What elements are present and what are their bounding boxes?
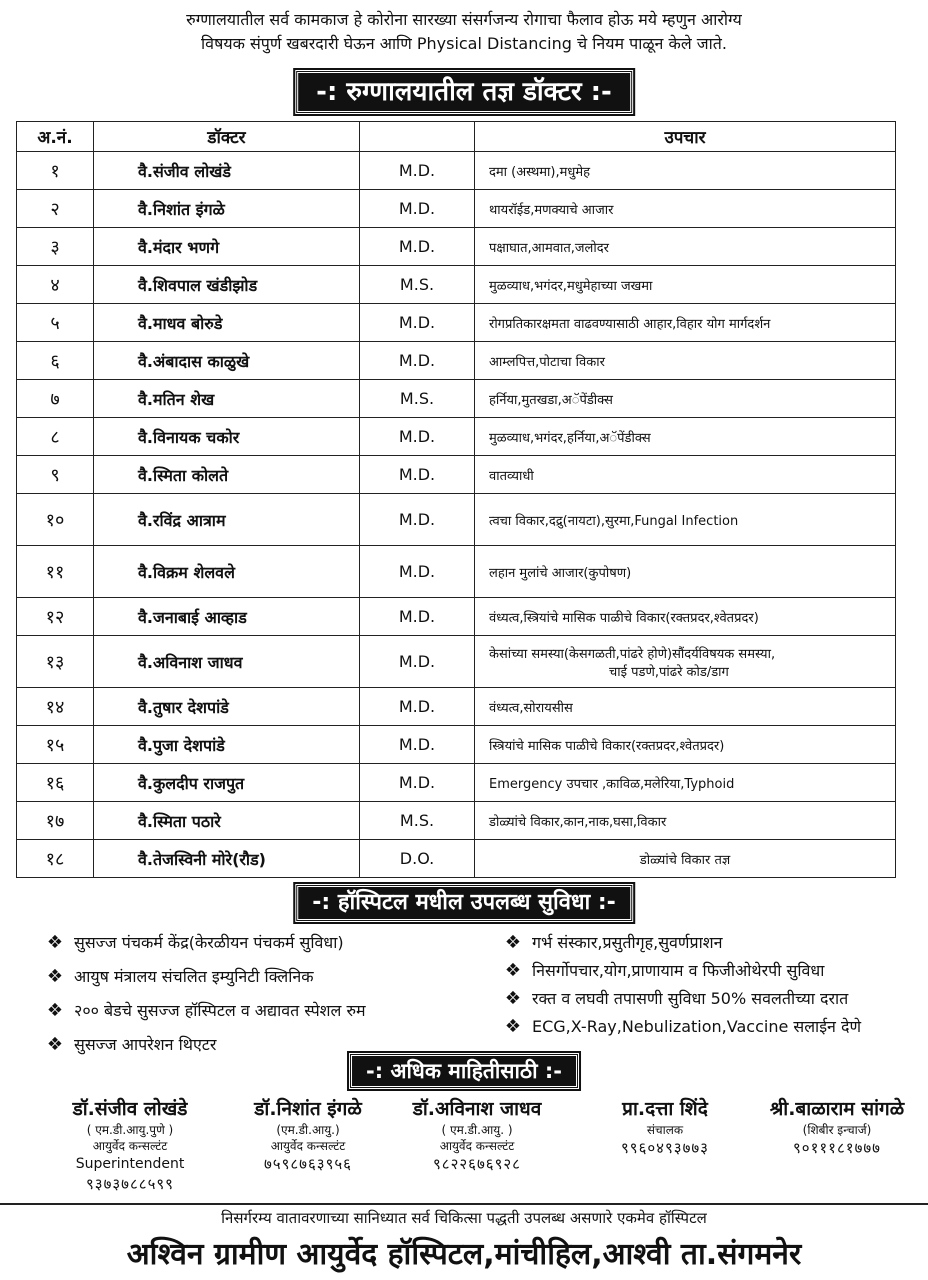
footer-divider <box>0 1203 928 1205</box>
row-doctor-name: वै.निशांत इंगळे <box>94 190 360 228</box>
row-serial-no: १७ <box>17 802 94 840</box>
row-doctor-name: वै.स्मिता कोलते <box>94 456 360 494</box>
row-treatment: स्त्रियांचे मासिक पाळीचे विकार(रक्तप्रदर,श्वेतप्रदर) <box>475 726 896 764</box>
contact-role: आयुर्वेद कन्सल्टंट <box>439 1139 515 1153</box>
row-doctor-name: वै.तेजस्विनी मोरे(रौड) <box>94 840 360 878</box>
table-row <box>17 598 896 636</box>
row-treatment: आम्लपित्त,पोटाचा विकार <box>475 342 896 380</box>
row-serial-no: ६ <box>17 342 94 380</box>
contact-title: Superintendent <box>75 1156 185 1172</box>
row-degree: D.O. <box>360 840 475 878</box>
row-doctor-name: वै.पुजा देशपांडे <box>94 726 360 764</box>
intro-line-2: विषयक संपुर्ण खबरदारी घेऊन आणि Physical Distancing चे नियम पाळून केले जाते. <box>201 34 727 53</box>
row-serial-no: १६ <box>17 764 94 802</box>
contact-card <box>40 1096 220 1194</box>
row-serial-no: ८ <box>17 418 94 456</box>
row-treatment: वंध्यत्व,स्त्रियांचे मासिक पाळीचे विकार(रक्तप्रदर,श्वेतप्रदर) <box>475 598 896 636</box>
row-serial-no: २ <box>17 190 94 228</box>
table-row <box>17 802 896 840</box>
row-doctor-name: वै.स्मिता पठारे <box>94 802 360 840</box>
ornament-bullet-icon: ❖ <box>46 1033 64 1055</box>
row-doctor-name: वै.विनायक चकोर <box>94 418 360 456</box>
facilities-right-column <box>504 930 916 1056</box>
list-item <box>504 958 916 982</box>
list-item <box>46 964 504 988</box>
facility-label: २०० बेडचे सुसज्ज हॉस्पिटल व अद्यावत स्पेशल रुम <box>74 1001 366 1020</box>
ornament-bullet-icon: ❖ <box>504 1015 522 1037</box>
contacts-row <box>0 1096 928 1196</box>
row-treatment: लहान मुलांचे आजार(कुपोषण) <box>475 546 896 598</box>
row-degree: M.D. <box>360 342 475 380</box>
table-row <box>17 228 896 266</box>
row-treatment: रोगप्रतिकारक्षमता वाढवण्यासाठी आहार,विहार योग मार्गदर्शन <box>475 304 896 342</box>
row-doctor-name: वै.अंबादास काळुखे <box>94 342 360 380</box>
contact-phone: ९३७३७८८५९९ <box>85 1175 174 1193</box>
intro-notice <box>0 8 928 56</box>
facilities-banner: -: हॉस्पिटल मधील उपलब्ध सुविधा :- <box>295 884 633 922</box>
header-serial-no: अ.नं. <box>17 122 94 152</box>
row-doctor-name: वै.कुलदीप राजपुत <box>94 764 360 802</box>
contact-card <box>392 1096 562 1174</box>
table-row <box>17 380 896 418</box>
table-row <box>17 304 896 342</box>
row-degree: M.D. <box>360 598 475 636</box>
row-treatment: डोळ्यांचे विकार,कान,नाक,घसा,विकार <box>475 802 896 840</box>
ornament-bullet-icon: ❖ <box>46 931 64 953</box>
facilities-left-column <box>46 930 504 1056</box>
contact-phone: ७५९८७६३९५६ <box>263 1155 352 1173</box>
doctors-banner: -: रुग्णालयातील तज्ञ डॉक्टर :- <box>295 70 633 114</box>
row-serial-no: १ <box>17 152 94 190</box>
row-serial-no: ९ <box>17 456 94 494</box>
ornament-bullet-icon: ❖ <box>504 931 522 953</box>
contact-qualification: (एम.डी.आयु.) <box>276 1123 340 1137</box>
row-degree: M.D. <box>360 304 475 342</box>
facility-label: रक्त व लघवी तपासणी सुविधा 50% सवलतीच्या दरात <box>532 989 849 1008</box>
row-treatment: मुळव्याध,भगंदर,मधुमेहाच्या जखमा <box>475 266 896 304</box>
row-serial-no: ५ <box>17 304 94 342</box>
row-treatment: मुळव्याध,भगंदर,हर्निया,अॅपेंडीक्स <box>475 418 896 456</box>
row-degree: M.D. <box>360 190 475 228</box>
row-degree: M.S. <box>360 802 475 840</box>
row-treatment: पक्षाघात,आमवात,जलोदर <box>475 228 896 266</box>
row-serial-no: ११ <box>17 546 94 598</box>
contact-qualification: (शिबीर इन्चार्ज) <box>802 1123 872 1137</box>
table-row <box>17 726 896 764</box>
more-info-banner: -: अधिक माहितीसाठी :- <box>349 1053 579 1089</box>
doctors-table <box>16 121 896 878</box>
row-doctor-name: वै.विक्रम शेलवले <box>94 546 360 598</box>
row-treatment <box>475 636 896 688</box>
table-row <box>17 456 896 494</box>
contact-name: श्री.बाळाराम सांगळे <box>769 1098 905 1120</box>
row-degree: M.D. <box>360 228 475 266</box>
table-row <box>17 342 896 380</box>
row-doctor-name: वै.मंदार भणगे <box>94 228 360 266</box>
contact-name: डॉ.अविनाश जाधव <box>412 1098 542 1120</box>
contact-card <box>752 1096 922 1158</box>
table-row <box>17 152 896 190</box>
row-degree: M.D. <box>360 152 475 190</box>
row-doctor-name: वै.रविंद्र आत्राम <box>94 494 360 546</box>
table-row <box>17 266 896 304</box>
row-degree: M.D. <box>360 546 475 598</box>
row-serial-no: १८ <box>17 840 94 878</box>
header-degree <box>360 122 475 152</box>
ornament-bullet-icon: ❖ <box>46 999 64 1021</box>
ornament-bullet-icon: ❖ <box>504 959 522 981</box>
contact-name: प्रा.दत्ता शिंदे <box>622 1098 708 1120</box>
row-serial-no: ७ <box>17 380 94 418</box>
contact-name: डॉ.निशांत इंगळे <box>254 1098 362 1120</box>
facility-label: ECG,X-Ray,Nebulization,Vaccine सलाईन देणे <box>532 1017 862 1036</box>
row-serial-no: १३ <box>17 636 94 688</box>
table-header-row <box>17 122 896 152</box>
facility-label: निसर्गोपचार,योग,प्राणायाम व फिजीओथेरपी सुविधा <box>532 961 825 980</box>
list-item <box>46 930 504 954</box>
contact-card <box>590 1096 740 1158</box>
table-row <box>17 546 896 598</box>
contact-qualification: ( एम.डी.आयु. ) <box>441 1123 513 1137</box>
row-doctor-name: वै.माधव बोरुडे <box>94 304 360 342</box>
table-row <box>17 764 896 802</box>
header-treatment: उपचार <box>475 122 896 152</box>
row-doctor-name: वै.मतिन शेख <box>94 380 360 418</box>
facility-label: गर्भ संस्कार,प्रसुतीगृह,सुवर्णप्राशन <box>532 933 723 952</box>
facility-label: सुसज्ज पंचकर्म केंद्र(केरळीयन पंचकर्म सुविधा) <box>74 933 344 952</box>
row-doctor-name: वै.तुषार देशपांडे <box>94 688 360 726</box>
table-row <box>17 840 896 878</box>
contact-role: आयुर्वेद कन्सल्टंट <box>92 1139 168 1153</box>
facility-label: सुसज्ज आपरेशन थिएटर <box>74 1035 217 1054</box>
list-item <box>504 1014 916 1038</box>
row-degree: M.D. <box>360 764 475 802</box>
contact-role: संचालक <box>646 1123 684 1137</box>
table-row <box>17 190 896 228</box>
ornament-bullet-icon: ❖ <box>46 965 64 987</box>
row-degree: M.D. <box>360 418 475 456</box>
row-degree: M.S. <box>360 266 475 304</box>
ornament-bullet-icon: ❖ <box>504 987 522 1009</box>
row-serial-no: १० <box>17 494 94 546</box>
intro-line-1: रुग्णालयातील सर्व कामकाज हे कोरोना सारख्या संसर्गजन्य रोगाचा फैलाव होऊ मये म्हणुन आरोग्य <box>186 10 742 29</box>
row-degree: M.D. <box>360 456 475 494</box>
table-row <box>17 494 896 546</box>
footer-tagline: निसर्गरम्य वातावरणाच्या सानिध्यात सर्व चिकित्सा पद्धती उपलब्ध असणारे एकमेव हॉस्पिटल <box>221 1209 707 1227</box>
contact-card <box>228 1096 388 1174</box>
list-item <box>46 998 504 1022</box>
row-treatment-line-1: केसांच्या समस्या(केसगळती,पांढरे होणे)सौंदर्यविषयक समस्या, <box>489 646 776 662</box>
row-treatment: Emergency उपचार ,काविळ,मलेरिया,Typhoid <box>475 764 896 802</box>
table-row <box>17 418 896 456</box>
contact-phone: ९८२२६७६९२८ <box>432 1155 521 1173</box>
contact-phone: ९९६०४९३७७३ <box>620 1139 709 1157</box>
contact-qualification: ( एम.डी.आयु.पुणे ) <box>86 1123 174 1137</box>
row-treatment: वातव्याधी <box>475 456 896 494</box>
row-serial-no: ३ <box>17 228 94 266</box>
row-treatment: दमा (अस्थमा),मधुमेह <box>475 152 896 190</box>
row-degree: M.D. <box>360 636 475 688</box>
row-treatment: डोळ्यांचे विकार तज्ञ <box>475 840 896 878</box>
list-item <box>504 986 916 1010</box>
table-row <box>17 688 896 726</box>
row-degree: M.S. <box>360 380 475 418</box>
row-doctor-name: वै.अविनाश जाधव <box>94 636 360 688</box>
header-doctor: डॉक्टर <box>94 122 360 152</box>
row-treatment: त्वचा विकार,दद्रु(नायटा),सुरमा,Fungal Infection <box>475 494 896 546</box>
row-doctor-name: वै.जनाबाई आव्हाड <box>94 598 360 636</box>
row-degree: M.D. <box>360 726 475 764</box>
row-treatment: वंध्यत्व,सोरायसीस <box>475 688 896 726</box>
row-serial-no: १५ <box>17 726 94 764</box>
row-treatment-line-2: चाई पडणे,पांढरे कोड/डाग <box>609 664 729 680</box>
list-item <box>504 930 916 954</box>
hospital-name: अश्विन ग्रामीण आयुर्वेद हॉस्पिटल,मांचीहिल,आश्वी ता.संगमनेर <box>126 1237 802 1272</box>
row-degree: M.D. <box>360 494 475 546</box>
contact-name: डॉ.संजीव लोखंडे <box>72 1098 188 1120</box>
row-serial-no: १४ <box>17 688 94 726</box>
facilities-list <box>46 930 916 1056</box>
row-serial-no: ४ <box>17 266 94 304</box>
facility-label: आयुष मंत्रालय संचलित इम्युनिटी क्लिनिक <box>74 967 314 986</box>
table-row <box>17 636 896 688</box>
row-doctor-name: वै.शिवपाल खंडीझोड <box>94 266 360 304</box>
row-treatment: हर्निया,मुतखडा,अॅपेंडीक्स <box>475 380 896 418</box>
row-serial-no: १२ <box>17 598 94 636</box>
contact-role: आयुर्वेद कन्सल्टंट <box>270 1139 346 1153</box>
row-doctor-name: वै.संजीव लोखंडे <box>94 152 360 190</box>
row-treatment: थायरॉईड,मणक्याचे आजार <box>475 190 896 228</box>
row-degree: M.D. <box>360 688 475 726</box>
contact-phone: ९०१११८१७७७ <box>792 1139 881 1157</box>
